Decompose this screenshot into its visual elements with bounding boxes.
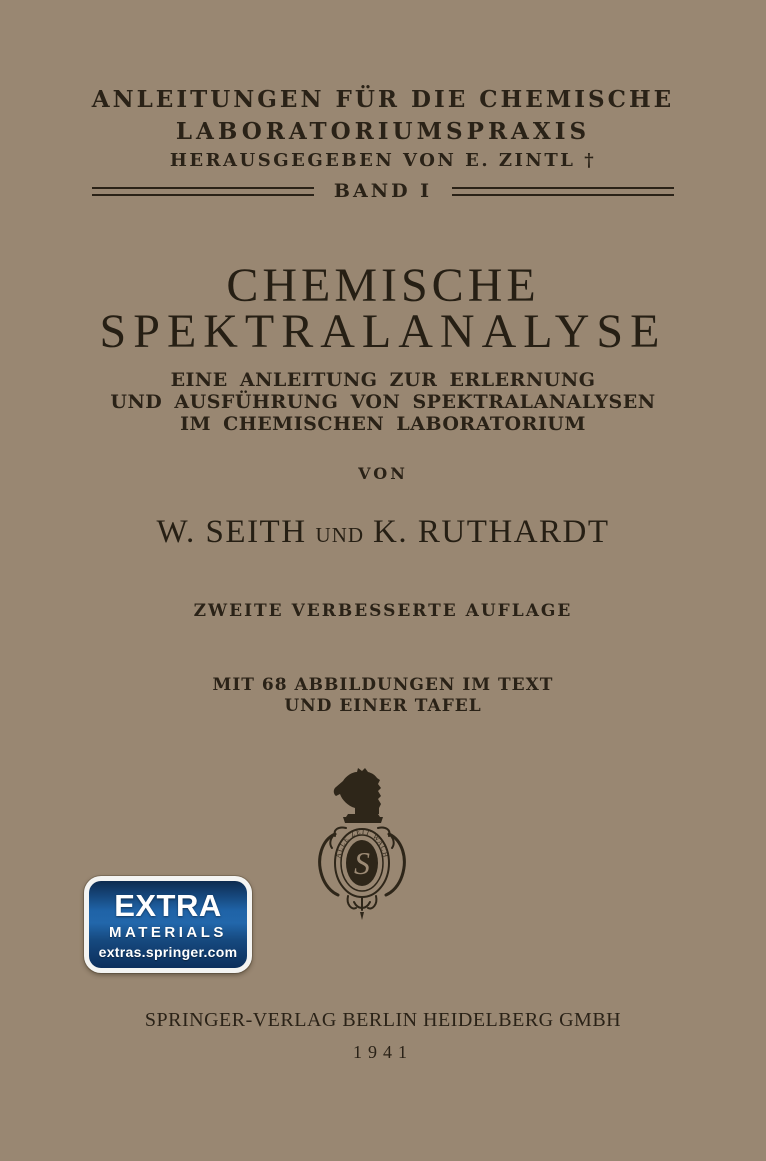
publication-year: 1941 (353, 1042, 413, 1062)
band-label: BAND I (333, 180, 433, 202)
emblem-monogram: S (354, 845, 370, 881)
illustrations-line2: UND EINER TAFEL (284, 696, 482, 716)
illustrations-line1: MIT 68 ABBILDUNGEN IM TEXT (212, 675, 554, 695)
badge-url-label: extras.springer.com (98, 944, 238, 960)
double-rule-left (92, 187, 314, 196)
author-ruthardt: K. RUTHARDT (373, 514, 610, 550)
knight-horse-icon (334, 768, 383, 823)
series-title-line2: LABORATORIUMSPRAXIS (175, 118, 591, 145)
series-title-line1: ANLEITUNGEN FÜR DIE CHEMISCHE (91, 86, 675, 113)
extra-materials-badge (84, 876, 252, 973)
band-row (92, 182, 674, 201)
subtitle-line3: IM CHEMISCHEN LABORATORIUM (180, 413, 586, 435)
edition-line: ZWEITE VERBESSERTE AUFLAGE (193, 601, 573, 621)
badge-extra-label: EXTRA (114, 888, 222, 923)
subtitle-line2: UND AUSFÜHRUNG VON SPEKTRALANALYSEN (110, 391, 656, 413)
author-seith: W. SEITH (156, 514, 307, 550)
von-label: VON (358, 464, 408, 483)
extra-materials-badge-inner (89, 881, 247, 968)
publisher-imprint: SPRINGER-VERLAG BERLIN HEIDELBERG GMBH (144, 1009, 622, 1031)
subtitle-line1: EINE ANLEITUNG ZUR ERLERNUNG (170, 369, 596, 391)
emblem-oval (334, 828, 389, 897)
book-title-line1: CHEMISCHE (226, 259, 540, 312)
series-editor-line: HERAUSGEGEBEN VON E. ZINTL † (169, 150, 597, 171)
double-rule-right (452, 187, 674, 196)
springer-emblem (302, 768, 422, 924)
book-title-line2: SPEKTRALANALYSE (99, 305, 667, 358)
badge-materials-label: MATERIALS (109, 924, 227, 941)
authors-conjunction: UND (315, 523, 365, 547)
emblem-motto: ALLE ZEIT WACH (334, 827, 390, 859)
authors-line (0, 514, 766, 551)
